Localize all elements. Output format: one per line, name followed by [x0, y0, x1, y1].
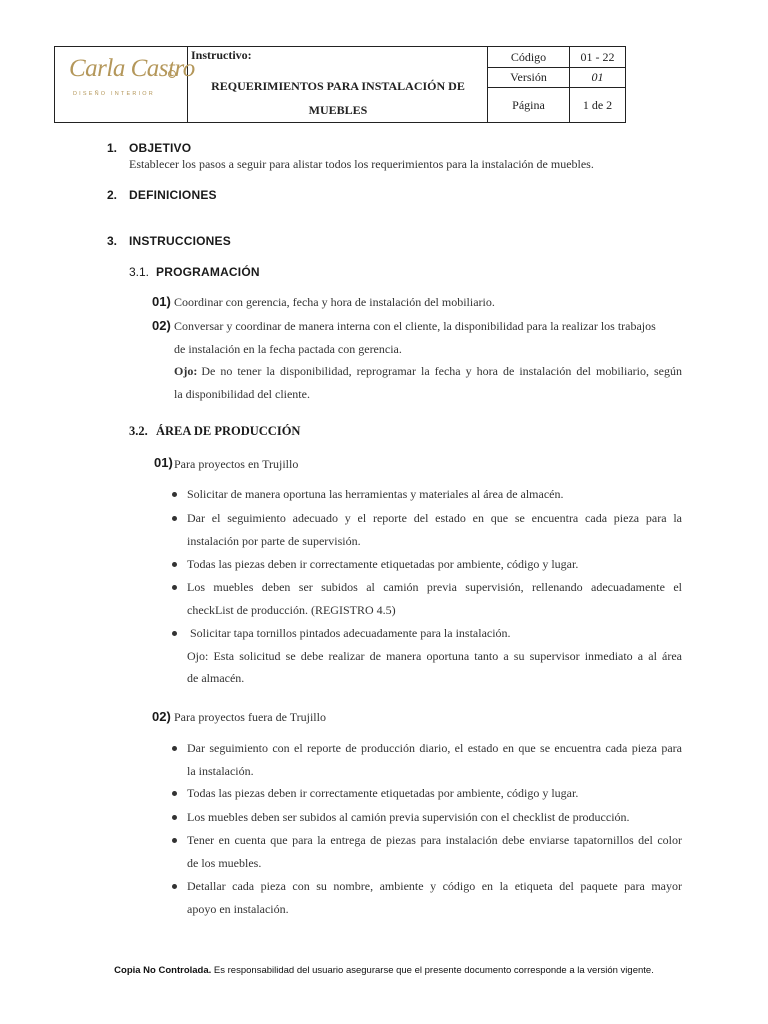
- pagina-value: 1 de 2: [582, 98, 613, 112]
- bullet-icon: [172, 631, 177, 636]
- version-value: 01: [570, 68, 625, 88]
- section-1-title: OBJETIVO: [129, 141, 192, 155]
- document-title: [188, 74, 488, 122]
- g1-bullet-5-line3: de almacén.: [187, 671, 245, 685]
- g1-bullet-2-line1: Dar el seguimiento adecuado y el reporte del estado en que se encuentra cada pieza para la: [187, 511, 682, 525]
- bullet-icon: [172, 492, 177, 497]
- g1-bullet-1: Solicitar de manera oportuna las herramientas y materiales al área de almacén.: [187, 487, 564, 501]
- footer-bold: Copia No Controlada.: [114, 965, 212, 976]
- section-3-1-title: PROGRAMACIÓN: [156, 265, 260, 279]
- instructivo-label: Instructivo:: [191, 48, 252, 62]
- bullet-icon: [172, 746, 177, 751]
- g1-bullet-5-line1: Solicitar tapa tornillos pintados adecuadamente para la instalación.: [187, 626, 511, 640]
- bullet-icon: [172, 562, 177, 567]
- document-header-table: [54, 46, 626, 123]
- section-3-title: INSTRUCCIONES: [129, 234, 231, 248]
- programacion-item-2-line1: Conversar y coordinar de manera interna con el cliente, la disponibilidad para la realizar los trabajos: [174, 319, 656, 333]
- g1-bullet-2-line2: instalación por parte de supervisión.: [187, 534, 361, 548]
- logo-subtitle: DISEÑO INTERIOR: [73, 91, 155, 97]
- bullet-icon: [172, 791, 177, 796]
- codigo-label: Código: [488, 47, 570, 68]
- codigo-value: 01 - 22: [570, 47, 625, 68]
- produccion-group-2-number: 02): [152, 709, 171, 724]
- section-1-text: Establecer los pasos a seguir para alistar todos los requerimientos para la instalación de muebles.: [129, 157, 594, 171]
- version-label: Versión: [488, 68, 570, 88]
- page-footer: [0, 965, 768, 976]
- programacion-item-2-line2: de instalación en la fecha pactada con gerencia.: [174, 342, 402, 356]
- logo-cell: [55, 47, 195, 122]
- document-title-line2: MUEBLES: [308, 103, 368, 117]
- section-3-2-number: 3.2.: [129, 424, 148, 438]
- bullet-icon: [172, 516, 177, 521]
- section-2-title: DEFINICIONES: [129, 188, 217, 202]
- ojo-label: Ojo:: [174, 364, 198, 378]
- g1-bullet-4-line1: Los muebles deben ser subidos al camión previa supervisión, rellenando adecuadamente el: [187, 580, 682, 594]
- section-3-1-number: 3.1.: [129, 265, 150, 279]
- section-1-number: 1.: [107, 141, 118, 155]
- bullet-icon: [172, 884, 177, 889]
- document-title-line1: REQUERIMIENTOS PARA INSTALACIÓN DE: [211, 79, 465, 93]
- g2-bullet-4-line2: de los muebles.: [187, 856, 262, 870]
- company-logo: Carla Castro: [69, 55, 195, 82]
- programacion-ojo-line1: [174, 364, 682, 379]
- produccion-group-1-label: Para proyectos en Trujillo: [174, 457, 299, 471]
- g2-bullet-4-line1: Tener en cuenta que para la entrega de piezas para instalación debe enviarse tapatornillos del color: [187, 833, 682, 847]
- programacion-item-1-text: Coordinar con gerencia, fecha y hora de instalación del mobiliario.: [174, 295, 495, 309]
- ojo-text: De no tener la disponibilidad, reprogramar la fecha y hora de instalación del mobiliario, según: [201, 364, 682, 378]
- programacion-item-1-number: 01): [152, 294, 171, 309]
- pagina-label: Página: [488, 88, 570, 122]
- section-3-number: 3.: [107, 234, 118, 248]
- g2-bullet-3: Los muebles deben ser subidos al camión previa supervisión con el checklist de producción.: [187, 810, 630, 824]
- footer-text: Es responsabilidad del usuario asegurarse que el presente documento corresponde a la versión vigente.: [211, 965, 654, 976]
- section-2-number: 2.: [107, 188, 118, 202]
- g2-bullet-1-line1: Dar seguimiento con el reporte de producción diario, el estado en que se encuentra cada pieza para: [187, 741, 682, 755]
- section-3-2-title: ÁREA DE PRODUCCIÓN: [156, 424, 301, 438]
- g1-bullet-4-line2: checkList de producción. (REGISTRO 4.5): [187, 603, 396, 617]
- programacion-item-2-number: 02): [152, 318, 171, 333]
- programacion-ojo-line2: la disponibilidad del cliente.: [174, 387, 310, 401]
- g1-bullet-3: Todas las piezas deben ir correctamente etiquetadas por ambiente, código y lugar.: [187, 557, 579, 571]
- logo-mark-icon: [168, 70, 176, 78]
- g2-bullet-5-line1: Detallar cada pieza con su nombre, ambiente y código en la etiqueta del paquete para mayor: [187, 879, 682, 893]
- produccion-group-1-number: 01): [154, 455, 173, 470]
- bullet-icon: [172, 838, 177, 843]
- bullet-icon: [172, 815, 177, 820]
- g2-bullet-2: Todas las piezas deben ir correctamente etiquetadas por ambiente, código y lugar.: [187, 786, 579, 800]
- title-cell: [188, 47, 488, 122]
- g1-bullet-5-line2: Ojo: Esta solicitud se debe realizar de manera oportuna tanto a su supervisor inmediato a al área: [187, 649, 682, 663]
- g2-bullet-1-line2: la instalación.: [187, 764, 254, 778]
- produccion-group-2-label: Para proyectos fuera de Trujillo: [174, 710, 326, 724]
- g2-bullet-5-line2: apoyo en instalación.: [187, 902, 289, 916]
- bullet-icon: [172, 585, 177, 590]
